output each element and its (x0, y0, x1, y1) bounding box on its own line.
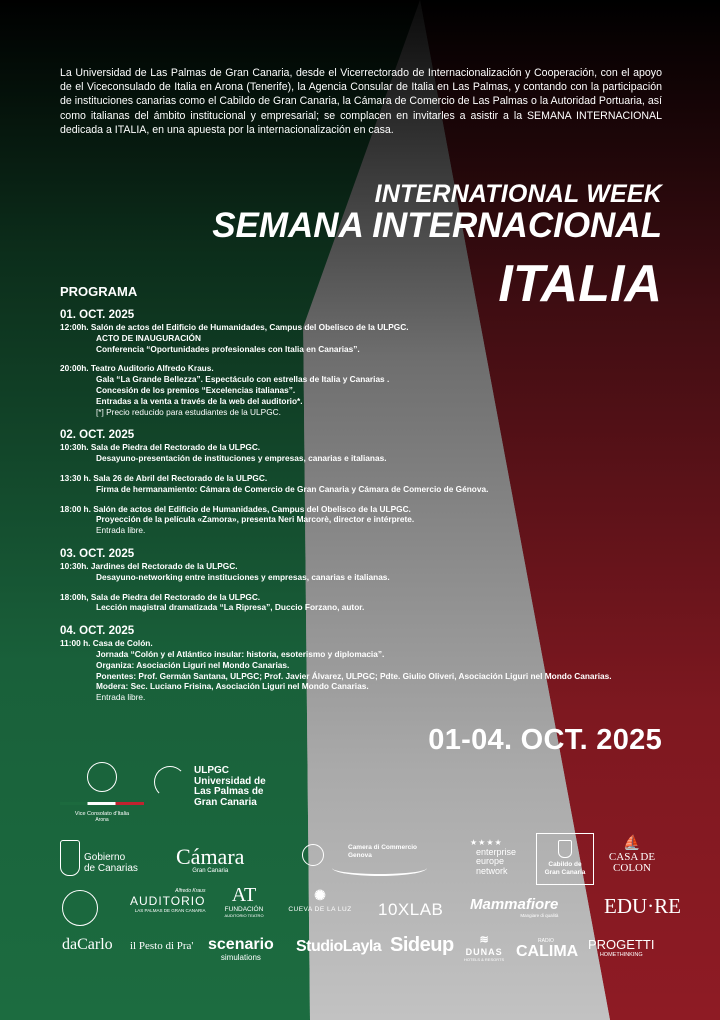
event-detail: Conferencia “Oportunidades profesionales con Italia en Canarias”. (96, 343, 360, 354)
camara-name: Cámara (176, 844, 245, 869)
camera-genova-line-1: Camera di Commercio (348, 844, 417, 851)
auditorio-sub: LAS PALMAS DE GRAN CANARIA (134, 908, 206, 913)
event-detail: Proyección de la película «Zamora», presenta Neri Marcorè, director e intérprete. (96, 514, 415, 525)
camara-sub: Gran Canaria (192, 868, 229, 874)
swoosh-icon (332, 860, 427, 876)
program-day-date: 04. OCT. 2025 (60, 625, 135, 638)
cueva-luz-logo (280, 884, 360, 913)
edure-logo: EDU·RE (604, 894, 681, 918)
program-event (60, 442, 680, 464)
scenario-name: scenario (208, 936, 274, 953)
event-detail: Desayuno-presentación de instituciones y empresas, canarias e italianas. (96, 453, 387, 464)
ulpgc-name-1: Universidad de (194, 775, 266, 787)
viceconsolato-label: Vice Consolato d'Italia (74, 811, 130, 817)
progetti-logo (588, 938, 654, 958)
event-time-venue: 10:30h. Sala de Piedra del Rectorado de la ULPGC. (60, 442, 261, 453)
event-time-venue: 12:00h. Salón de actos del Edificio de Humanidades, Campus del Obelisco de la ULPGC. (60, 322, 409, 332)
progetti-name: PROGETTI (588, 937, 655, 952)
title-semana-internacional: SEMANA INTERNACIONAL (212, 206, 662, 245)
program-event (60, 363, 680, 417)
program-day-date: 01. OCT. 2025 (60, 309, 135, 321)
gobierno-line-2: de Canarias (84, 863, 138, 874)
program-event (60, 322, 680, 354)
camara-logo (176, 846, 244, 874)
een-logo (470, 838, 516, 876)
camera-genova-line-2: Genova (348, 852, 372, 859)
scenario-logo (208, 936, 274, 962)
date-range: 01-04. OCT. 2025 (428, 724, 662, 756)
dunas-sub: HOTELS & RESORTS (464, 957, 505, 962)
program-event (60, 473, 680, 495)
event-detail: Entrada libre. (96, 525, 146, 536)
casa-colon-line-1: CASA DE (608, 851, 656, 863)
event-time-venue: 10:30h. Jardines del Rectorado de la ULPGC. (60, 560, 238, 571)
event-detail: Ponentes: Prof. Germán Santana, ULPGC; Prof. Javier Álvarez, ULPGC; Pdte. Giulio Oliveri, Asociación Liguri nel Mondo Canarias. (96, 670, 612, 681)
gobierno-line-1: Gobierno (84, 852, 126, 863)
event-detail: Organiza: Asociación Liguri nel Mondo Canarias. (96, 659, 290, 670)
fundacion-logo (218, 884, 270, 918)
auditorio-name: AUDITORIO (130, 894, 206, 908)
liguri-mondo-logo (62, 890, 98, 926)
radio-calima-logo (516, 938, 578, 960)
ulpgc-name-2: Las Palmas de (194, 786, 264, 797)
program-event (60, 592, 680, 614)
event-time-venue: 18:00h, Sala de Piedra del Rectorado de la ULPGC. (60, 591, 261, 602)
program-day-date: 02. OCT. 2025 (60, 429, 135, 442)
event-detail: Modera: Sec. Luciano Frisina, Asociación Liguri nel Mondo Canarias. (96, 681, 369, 692)
emblem-icon (87, 762, 117, 792)
event-time-venue: 13:30 h. Sala 26 de Abril del Rectorado de la ULPGC. (60, 472, 268, 483)
program-day-date: 03. OCT. 2025 (60, 547, 135, 560)
cabildo-line-2: Gran Canaria (544, 868, 586, 876)
stars-icon: ★★★★ (470, 838, 503, 847)
casa-colon-line-2: COLON (613, 862, 651, 874)
ulpgc-name-3: Gran Canaria (194, 796, 257, 808)
cueva-name: CUEVA DE LA LUZ (288, 906, 352, 913)
cabildo-logo (536, 833, 594, 885)
shield-icon (60, 840, 80, 876)
crest-icon (558, 840, 572, 858)
event-detail: Lección magistral dramatizada “La Ripresa”, Duccio Forzano, autor. (96, 602, 365, 613)
ulpgc-wave-icon (154, 766, 186, 798)
mammafiore-sub: Mangiare di qualità (520, 913, 559, 918)
event-detail: Entrada libre. (96, 692, 146, 703)
event-detail: Firma de hermanamiento: Cámara de Comercio de Gran Canaria y Cámara de Comercio de Génova. (96, 483, 489, 494)
title-italia: ITALIA (498, 255, 662, 313)
dunas-logo (464, 934, 504, 962)
program-event (60, 561, 680, 583)
wave-icon: ≋ (479, 934, 489, 946)
mammafiore-logo (470, 896, 558, 918)
ship-icon: ⛵ (623, 836, 641, 851)
progetti-sub: HOMETHINKING (599, 952, 643, 958)
fundacion-line-2: AUDITORIO TEATRO (224, 913, 264, 918)
auditorio-logo (130, 888, 205, 913)
mammafiore-name: Mammafiore (470, 896, 559, 913)
viceconsolato-logo (60, 762, 144, 823)
een-line-1: enterprise (476, 846, 517, 857)
cabildo-line-1: Cabildo de (548, 861, 582, 868)
fundacion-line-1: FUNDACIÓN (224, 906, 264, 913)
event-time-venue: 18:00 h. Salón de actos del Edificio de Humanidades, Campus del Obelisco de la ULPGC. (60, 503, 411, 514)
event-detail: Desayuno-networking entre instituciones y empresas, canarias e italianas. (96, 571, 390, 582)
fundacion-mark-icon: AT (231, 884, 257, 906)
programa-heading: PROGRAMA (60, 284, 138, 299)
italy-flag-line (60, 802, 144, 805)
calima-name: CALIMA (516, 943, 579, 960)
event-detail: Concesión de los premios “Excelencias italianas”. (96, 384, 296, 395)
auditorio-top: Alfredo Kraus (175, 888, 206, 894)
sun-icon: ✺ (314, 887, 326, 903)
program-list (60, 309, 680, 703)
sideup-logo: Sideup (390, 934, 454, 956)
event-detail: ACTO DE INAUGURACIÓN (96, 332, 201, 343)
tenx-lab-logo: 10XLAB (378, 900, 444, 919)
studiolayla-logo: StudioLayla (296, 938, 382, 955)
intro-paragraph: La Universidad de Las Palmas de Gran Canaria, desde el Vicerrectorado de Internacionalización y Cooperación, con el apoyo de el Viceconsulado de Italia en Arona (Tenerife), la Agencia Consular de Italia en Las Palmas, y contando con la participación de instituciones canarias como el Cabildo de Gran Canaria, la Cámara de Comercio de Las Palmas o la Autoridad Portuaria, así como italianas del ámbito institucional y empresarial; se complacen en invitarles a asistir a la SEMANA INTERNACIONAL dedicada a ITALIA, en una apuesta por la internacionalización en casa. (60, 67, 662, 136)
event-time-venue: 11:00 h. Casa de Colón. (60, 638, 153, 649)
een-line-2: europe (476, 856, 505, 866)
program-event (60, 638, 680, 703)
radio-label: RADIO (538, 938, 554, 944)
event-detail: Entradas a la venta a través de la web del auditorio*. (96, 395, 303, 406)
pesto-logo: il Pesto di Pra' (130, 940, 194, 952)
event-detail: [*] Precio reducido para estudiantes de la ULPGC. (96, 406, 281, 417)
seal-icon (302, 844, 324, 866)
viceconsolato-sublabel: Arona (95, 817, 109, 823)
title-international-week: INTERNATIONAL WEEK (374, 180, 662, 208)
event-time-venue: 20:00h. Teatro Auditorio Alfredo Kraus. (60, 363, 214, 374)
casa-colon-logo (604, 836, 660, 874)
scenario-sub: simulations (220, 953, 261, 962)
event-detail: Jornada “Colón y el Atlántico insular: historia, esoterismo y diplomacia”. (96, 648, 385, 659)
dunas-name: DUNAS (465, 947, 503, 957)
een-line-3: network (476, 865, 508, 876)
event-detail: Gala “La Grande Bellezza”. Espectáculo con estrellas de Italia y Canarias . (96, 374, 390, 385)
ulpgc-acronym: ULPGC (194, 765, 229, 776)
dacarlo-logo: daCarlo (62, 936, 113, 953)
program-event (60, 504, 680, 536)
